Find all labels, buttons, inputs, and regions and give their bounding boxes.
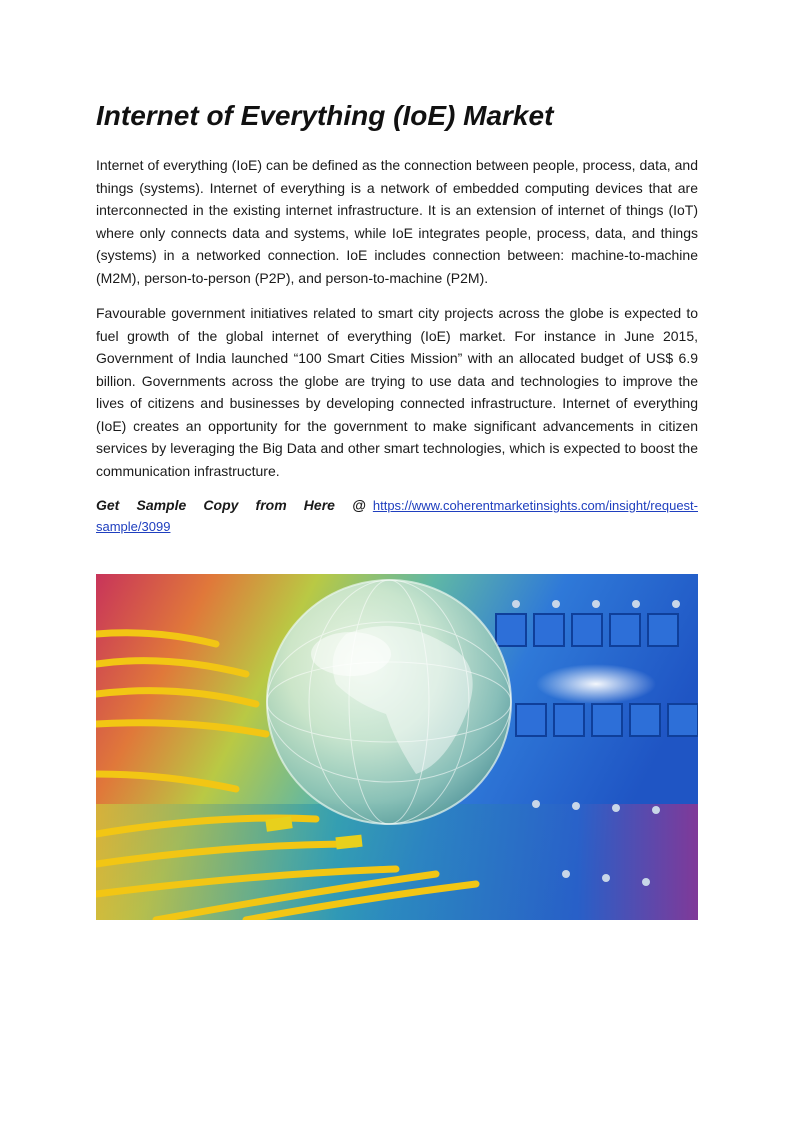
sample-copy-line [96, 495, 698, 537]
document-body [96, 96, 698, 551]
glass-globe-network-cables-image [96, 574, 698, 920]
paragraph-definition: Internet of everything (IoE) can be defined as the connection between people, process, data, and things (systems). Internet of everything is a network of embedded computing devices that are interconnected in the existing internet infrastructure. It is an extension of internet of things (IoT) where only connects data and systems, while IoE integrates people, process, data, and things (systems) in a networked connection. IoE includes connection between: machine-to-machine (M2M), person-to-person (P2P), and person-to-machine (P2M). [96, 157, 698, 286]
sample-copy-label: Get Sample Copy from Here @ [96, 497, 366, 513]
page-title: Internet of Everything (IoE) Market [96, 100, 554, 131]
sample-copy-link[interactable]: https://www.coherentmarketinsights.com/insight/request-sample/3099 [96, 498, 698, 534]
paragraph-government-initiatives: Favourable government initiatives related to smart city projects across the globe is expected to fuel growth of the global internet of everything (IoE) market. For instance in June 2015, Government of India launched “100 Smart Cities Mission” with an allocated budget of US$ 6.9 billion. Governments across the globe are trying to use data and technologies to improve the lives of citizens and businesses by developing connected infrastructure. Internet of everything (IoE) creates an opportunity for the government to make significant advancements in citizen services by leveraging the Big Data and other smart technologies, which is expected to boost the communication infrastructure. [96, 305, 698, 479]
